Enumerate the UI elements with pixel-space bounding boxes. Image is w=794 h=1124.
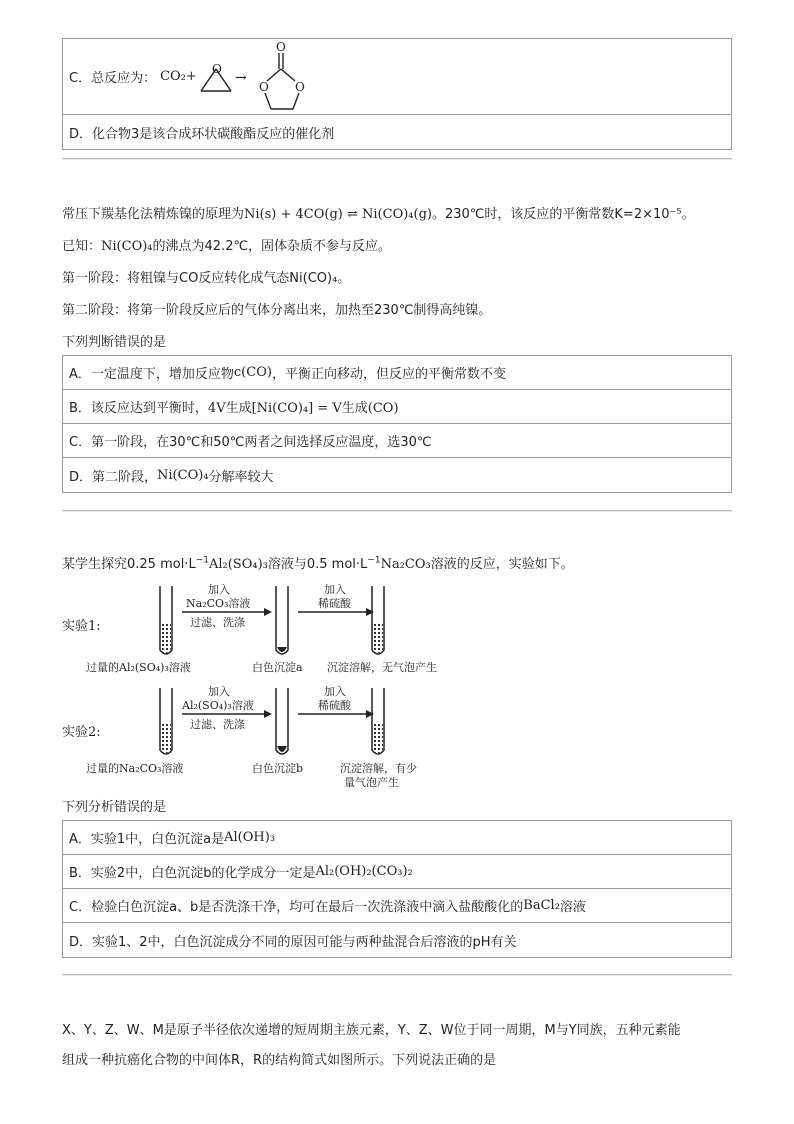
q1-stem-line3: 第一阶段：将粗镍与CO反应转化成气态Ni(CO)₄。 [62, 271, 351, 286]
experiment-diagram [62, 580, 502, 790]
svg-text:稀硫酸: 稀硫酸 [318, 699, 351, 712]
svg-text:加入: 加入 [208, 685, 230, 698]
svg-text:Al₂(SO₄)₃溶液: Al₂(SO₄)₃溶液 [182, 699, 254, 712]
cyclic-carbonate-structure [259, 40, 305, 109]
svg-text:加入: 加入 [324, 583, 346, 596]
q2-stem: 某学生探究0.25 $mol\cdot L^{-1}Al_2(SO_4)_3$溶液与0.5 $mol\cdot L^{-1}Na_2CO_3$溶液的反应，实验如下。 [62, 555, 574, 572]
svg-text:O: O [211, 61, 222, 76]
prev-option-c-text: C．总反应为： [69, 71, 157, 86]
exp2-tube3-caption-line1: 沉淀溶解，有少 [340, 762, 417, 775]
q1-stem-line2: 已知：Ni(CO)₄的沸点为42.2℃，固体杂质不参与反应。 [62, 239, 392, 254]
svg-text:过滤、洗涤: 过滤、洗涤 [190, 616, 245, 629]
separator [62, 510, 732, 512]
q2-ask: 下列分析错误的是 [62, 800, 167, 815]
q2-option-a[interactable]: A．实验1中，白色沉淀a是 Al(OH)₃ [63, 821, 731, 855]
epoxide-to-cyclic-carbonate-structure [197, 39, 327, 115]
q1-option-b[interactable]: B．该反应达到平衡时， 4V生成[Ni(CO)₄] = V生成(CO) [63, 390, 731, 424]
separator [62, 158, 732, 160]
co2-formula: CO₂+ [160, 69, 197, 84]
q2-option-d[interactable]: D．实验1、2中，白色沉淀成分不同的原因可能与两种盐混合后溶液的pH有关 [69, 934, 517, 950]
q2-option-c[interactable]: C．检验白色沉淀a、b是否洗涤干净，均可在最后一次洗涤液中滴入盐酸酸化的 BaCl₂ 溶液 [63, 889, 731, 923]
exp2-tube2-caption: 白色沉淀b [252, 762, 304, 775]
exp1-tube2-caption: 白色沉淀a [252, 661, 303, 674]
svg-text:加入: 加入 [324, 685, 346, 698]
exp1-label: 实验1: [62, 619, 101, 634]
svg-text:稀硫酸: 稀硫酸 [318, 597, 351, 610]
q1-options-box [62, 355, 732, 493]
experiment-diagram-svg [62, 580, 502, 790]
q1-option-a[interactable]: A．一定温度下，增加反应物 c(CO) ，平衡正向移动，但反应的平衡常数不变 [63, 356, 731, 390]
reaction-arrow: → [234, 69, 247, 86]
svg-text:O: O [258, 79, 269, 94]
exp1-tube3-caption: 沉淀溶解，无气泡产生 [327, 661, 437, 674]
epoxide-structure [201, 62, 231, 91]
svg-text:O: O [294, 79, 305, 94]
q1-option-c[interactable]: C．第一阶段，在30℃和50℃两者之间选择反应温度，选30℃ [63, 424, 731, 458]
exp1-tube2 [276, 586, 288, 654]
prev-options-box [62, 38, 732, 150]
exp1-arrow1 [182, 582, 272, 629]
q2-option-b[interactable]: B．实验2中，白色沉淀b的化学成分一定是 Al₂(OH)₂(CO₃)₂ [63, 855, 731, 889]
prev-option-c[interactable] [63, 39, 731, 115]
svg-text:加入: 加入 [208, 583, 230, 596]
exp2-tube1 [160, 688, 172, 754]
q3-stem-line1: X、Y、Z、W、M是原子半径依次递增的短周期主族元素，Y、Z、W位于同一周期，M与Y同族，五种元素能 [62, 1023, 681, 1038]
q1-stem-line4: 第二阶段：将第一阶段反应后的气体分离出来，加热至230℃制得高纯镍。 [62, 303, 492, 318]
q1-option-d[interactable]: D．第二阶段， Ni(CO)₄ 分解率较大 [69, 467, 274, 485]
exp1-arrow2 [298, 582, 374, 616]
exp1-tube1-caption: 过量的Al₂(SO₄)₃溶液 [86, 661, 191, 674]
nickel-equilibrium-equation: Ni(s) + 4CO(g) ⇌ Ni(CO)₄(g) [244, 207, 432, 222]
exp2-arrow2 [298, 684, 374, 718]
exp2-tube3-caption-line2: 量气泡产生 [344, 776, 399, 789]
exp2-tube3 [372, 688, 384, 754]
exp2-tube2 [276, 688, 288, 754]
svg-text:过滤、洗涤: 过滤、洗涤 [190, 718, 245, 731]
exp1-tube3 [372, 586, 384, 654]
exp2-arrow1 [181, 684, 272, 731]
svg-text:O: O [275, 39, 286, 54]
prev-option-d-text: D．化合物3是该合成环状碳酸酯反应的催化剂 [69, 126, 335, 142]
separator [62, 974, 732, 976]
prev-option-d[interactable] [63, 115, 731, 149]
exp2-tube1-caption: 过量的Na₂CO₃溶液 [86, 762, 184, 775]
q1-stem-line1: 常压下羰基化法精炼镍的原理为Ni(s) + 4CO(g) ⇌ Ni(CO)₄(g)。230℃时，该反应的平衡常数K=2×10⁻⁵。 [62, 207, 695, 222]
q2-options-box [62, 820, 732, 958]
q1-ask: 下列判断错误的是 [62, 335, 167, 350]
exp2-label: 实验2: [62, 725, 101, 740]
exp1-tube1 [160, 586, 172, 654]
svg-text:Na₂CO₃溶液: Na₂CO₃溶液 [186, 597, 251, 610]
q3-stem-line2: 组成一种抗癌化合物的中间体R，R的结构简式如图所示。下列说法正确的是 [62, 1053, 497, 1068]
